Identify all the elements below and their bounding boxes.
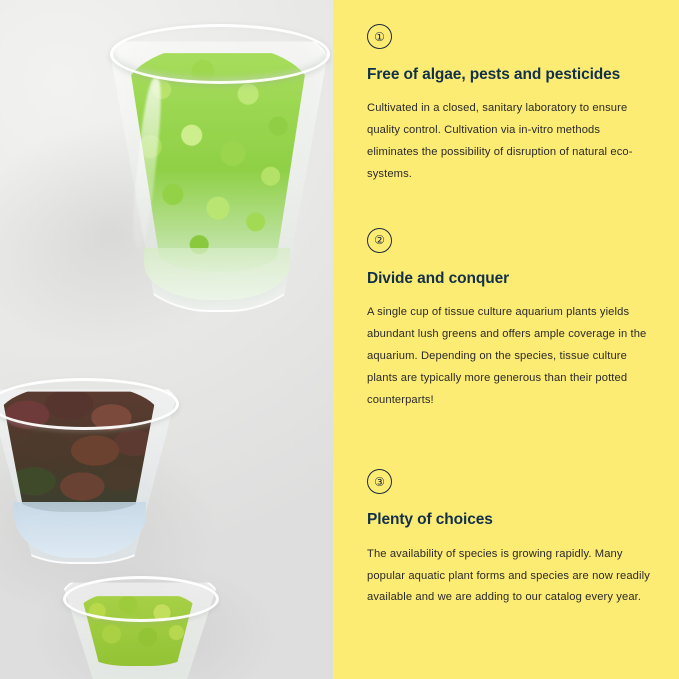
benefit-title: Divide and conquer bbox=[367, 269, 510, 287]
benefits-panel bbox=[333, 0, 679, 679]
benefits-list bbox=[333, 0, 679, 609]
benefit-title: Plenty of choices bbox=[367, 511, 493, 529]
cup-rim bbox=[110, 24, 330, 84]
product-photo bbox=[0, 0, 333, 679]
green-moss-cup bbox=[62, 568, 214, 679]
red-burgundy-plant-cup bbox=[0, 370, 174, 560]
benefit-item-1 bbox=[367, 24, 651, 186]
step-number-badge: ② bbox=[367, 228, 392, 253]
step-number-badge: ① bbox=[367, 24, 392, 49]
step-number-badge: ③ bbox=[367, 469, 392, 494]
benefit-body: The availability of species is growing rapidly. Many popular aquatic plant forms and species are now readily available and we are adding to our catalog every year. bbox=[367, 547, 650, 604]
bright-green-plant-cup bbox=[108, 18, 326, 308]
benefit-item-2 bbox=[367, 228, 651, 412]
benefit-item-3 bbox=[367, 469, 651, 609]
benefit-body: A single cup of tissue culture aquarium plants yields abundant lush greens and offers ample coverage in the aquarium. Depending on the species, tissue culture plants are typically more generous than their potted counterparts! bbox=[367, 306, 647, 406]
benefit-body: Cultivated in a closed, sanitary laboratory to ensure quality control. Cultivation via in-vitro methods eliminates the possibility of disruption of natural eco-systems. bbox=[367, 102, 633, 180]
benefit-title: Free of algae, pests and pesticides bbox=[367, 66, 621, 83]
cup-rim bbox=[63, 576, 219, 622]
